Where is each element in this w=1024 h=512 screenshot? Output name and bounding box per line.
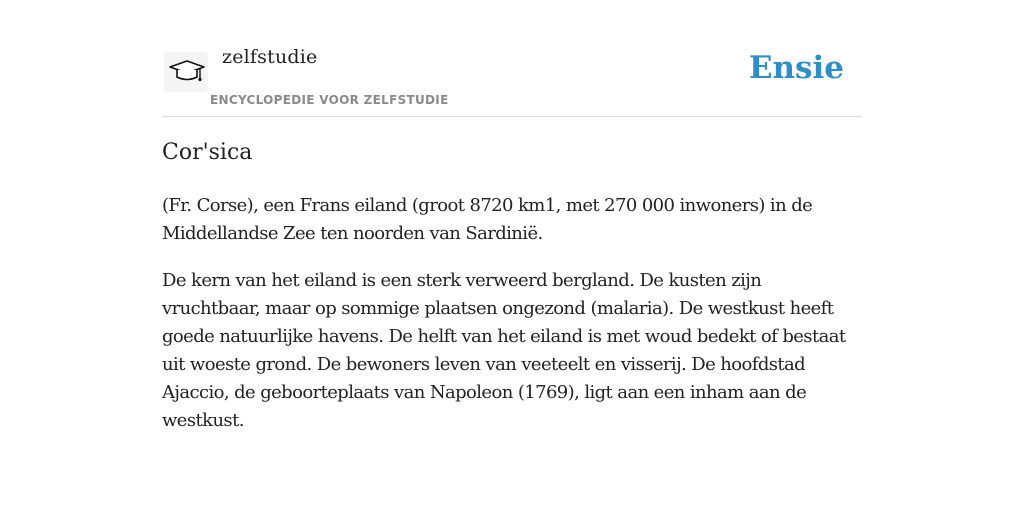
site-name[interactable]: zelfstudie: [222, 46, 318, 68]
article-title: Cor'sica: [162, 140, 253, 165]
ensie-brand-link[interactable]: Ensie: [748, 50, 844, 86]
site-header: [162, 0, 862, 117]
site-tagline: ENCYCLOPEDIE VOOR ZELFSTUDIE: [210, 93, 449, 107]
article-paragraph: De kern van het eiland is een sterk verweerd bergland. De kusten zijn vruchtbaar, maar op sommige plaatsen ongezond (malaria). De westkust heeft goede natuurlijke havens. De helft van het eiland is met woud bedekt of bestaat uit woeste grond. De bewoners leven van veeteelt en visserij. De hoofdstad Ajaccio, de geboorteplaats van Napoleon (1769), ligt aan een inham aan de westkust.: [162, 270, 846, 431]
article-paragraph: (Fr. Corse), een Frans eiland (groot 8720 km1, met 270 000 inwoners) in de Middellandse Zee ten noorden van Sardinië.: [162, 195, 813, 244]
article-body: [162, 192, 862, 454]
graduation-cap-icon: [168, 58, 206, 86]
site-logo[interactable]: [164, 52, 208, 92]
